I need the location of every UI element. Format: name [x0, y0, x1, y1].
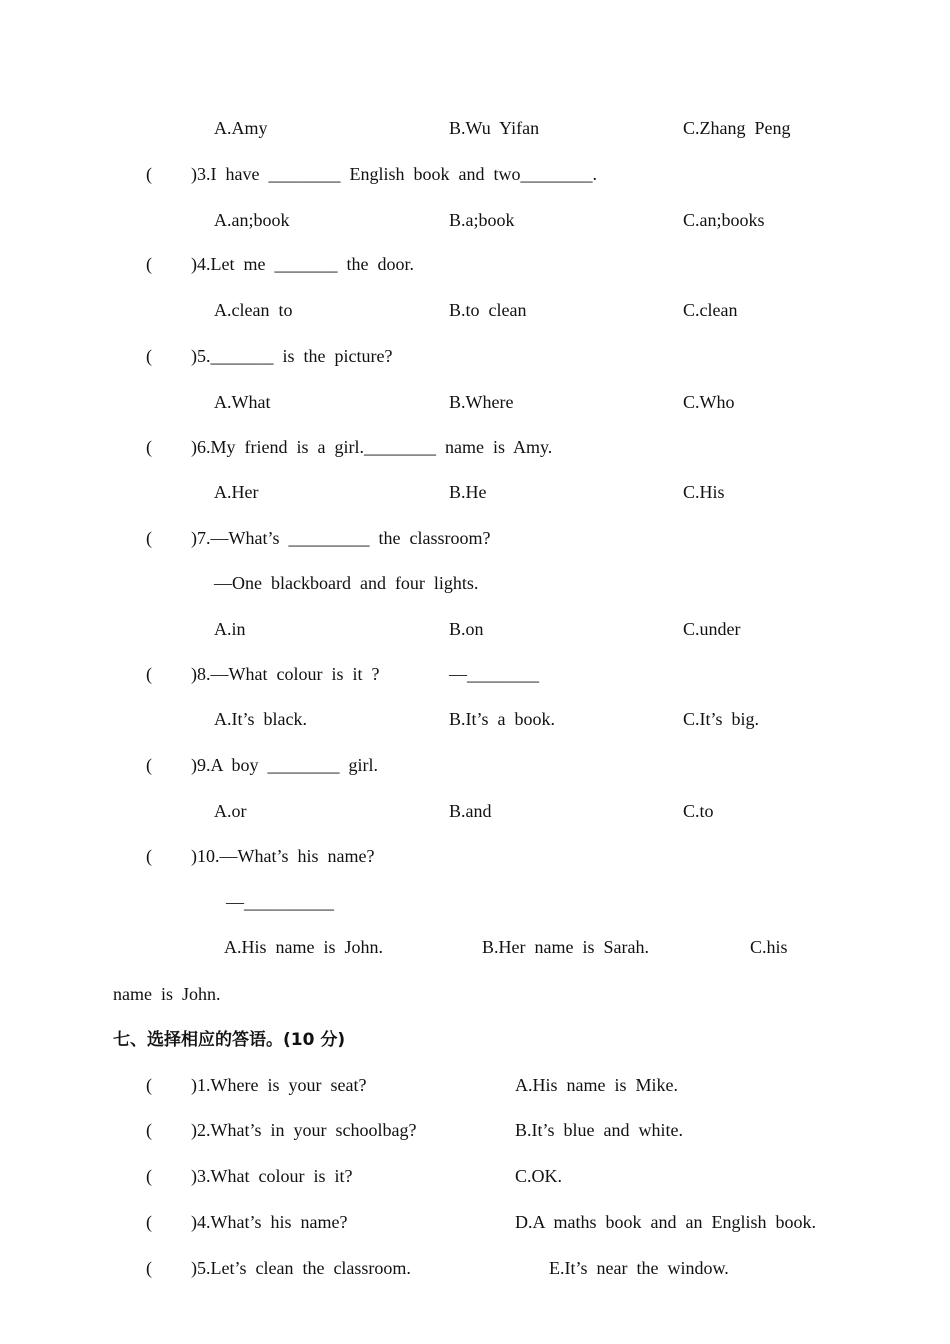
s7-q3-question: )3.What colour is it?: [191, 1166, 353, 1186]
q2-option-c: C.Zhang Peng: [683, 118, 791, 138]
s7-q5-paren: (: [146, 1258, 152, 1278]
q8-option-c: C.It’s big.: [683, 709, 760, 729]
q10-paren: (: [146, 846, 152, 866]
q5-option-a: A.What: [214, 392, 271, 412]
s7-q2-question: )2.What’s in your schoolbag?: [191, 1120, 417, 1140]
s7-answer-b: B.It’s blue and white.: [515, 1120, 683, 1140]
q9-option-c: C.to: [683, 801, 714, 821]
s7-q3-paren: (: [146, 1166, 152, 1186]
s7-q1-paren: (: [146, 1075, 152, 1095]
q6-option-b: B.He: [449, 482, 487, 502]
q10-option-c: C.his: [750, 937, 788, 957]
q7-option-c: C.under: [683, 619, 741, 639]
q5-paren: (: [146, 346, 152, 366]
q3-option-a: A.an;book: [214, 210, 290, 230]
q8-option-b: B.It’s a book.: [449, 709, 555, 729]
q10-answer-blank: —__________: [226, 892, 334, 912]
q6-option-c: C.His: [683, 482, 725, 502]
q4-paren: (: [146, 254, 152, 274]
q5-option-c: C.Who: [683, 392, 735, 412]
q7-option-b: B.on: [449, 619, 484, 639]
q8-paren: (: [146, 664, 152, 684]
q7-stem: )7.—What’s _________ the classroom?: [191, 528, 491, 548]
q10-option-b: B.Her name is Sarah.: [482, 937, 649, 957]
section-7-heading: 七、选择相应的答语。(10 分): [113, 1030, 346, 1050]
q8-stem: )8.—What colour is it ?: [191, 664, 380, 684]
s7-answer-c: C.OK.: [515, 1166, 563, 1186]
q2-option-b: B.Wu Yifan: [449, 118, 540, 138]
q10-option-c-wrap: name is John.: [113, 984, 221, 1004]
s7-answer-e: E.It’s near the window.: [549, 1258, 729, 1278]
q3-paren: (: [146, 164, 152, 184]
q7-option-a: A.in: [214, 619, 246, 639]
q3-stem: )3.I have ________ English book and two________.: [191, 164, 597, 184]
q9-option-a: A.or: [214, 801, 247, 821]
s7-q5-question: )5.Let’s clean the classroom.: [191, 1258, 411, 1278]
q3-option-c: C.an;books: [683, 210, 765, 230]
q9-stem: )9.A boy ________ girl.: [191, 755, 378, 775]
q9-paren: (: [146, 755, 152, 775]
q5-stem: )5._______ is the picture?: [191, 346, 393, 366]
s7-q2-paren: (: [146, 1120, 152, 1140]
q8-answer-blank: —________: [449, 664, 539, 684]
s7-answer-d: D.A maths book and an English book.: [515, 1212, 816, 1232]
s7-q4-paren: (: [146, 1212, 152, 1232]
q6-stem: )6.My friend is a girl.________ name is Amy.: [191, 437, 553, 457]
q4-option-b: B.to clean: [449, 300, 527, 320]
q10-stem: )10.—What’s his name?: [191, 846, 375, 866]
q8-option-a: A.It’s black.: [214, 709, 307, 729]
q6-paren: (: [146, 437, 152, 457]
q4-stem: )4.Let me _______ the door.: [191, 254, 414, 274]
q4-option-a: A.clean to: [214, 300, 293, 320]
s7-answer-a: A.His name is Mike.: [515, 1075, 678, 1095]
q2-option-a: A.Amy: [214, 118, 268, 138]
q4-option-c: C.clean: [683, 300, 738, 320]
q10-option-a: A.His name is John.: [224, 937, 383, 957]
q6-option-a: A.Her: [214, 482, 259, 502]
q3-option-b: B.a;book: [449, 210, 515, 230]
q5-option-b: B.Where: [449, 392, 514, 412]
s7-q4-question: )4.What’s his name?: [191, 1212, 348, 1232]
q7-answer-line: —One blackboard and four lights.: [214, 573, 479, 593]
q7-paren: (: [146, 528, 152, 548]
s7-q1-question: )1.Where is your seat?: [191, 1075, 367, 1095]
q9-option-b: B.and: [449, 801, 492, 821]
